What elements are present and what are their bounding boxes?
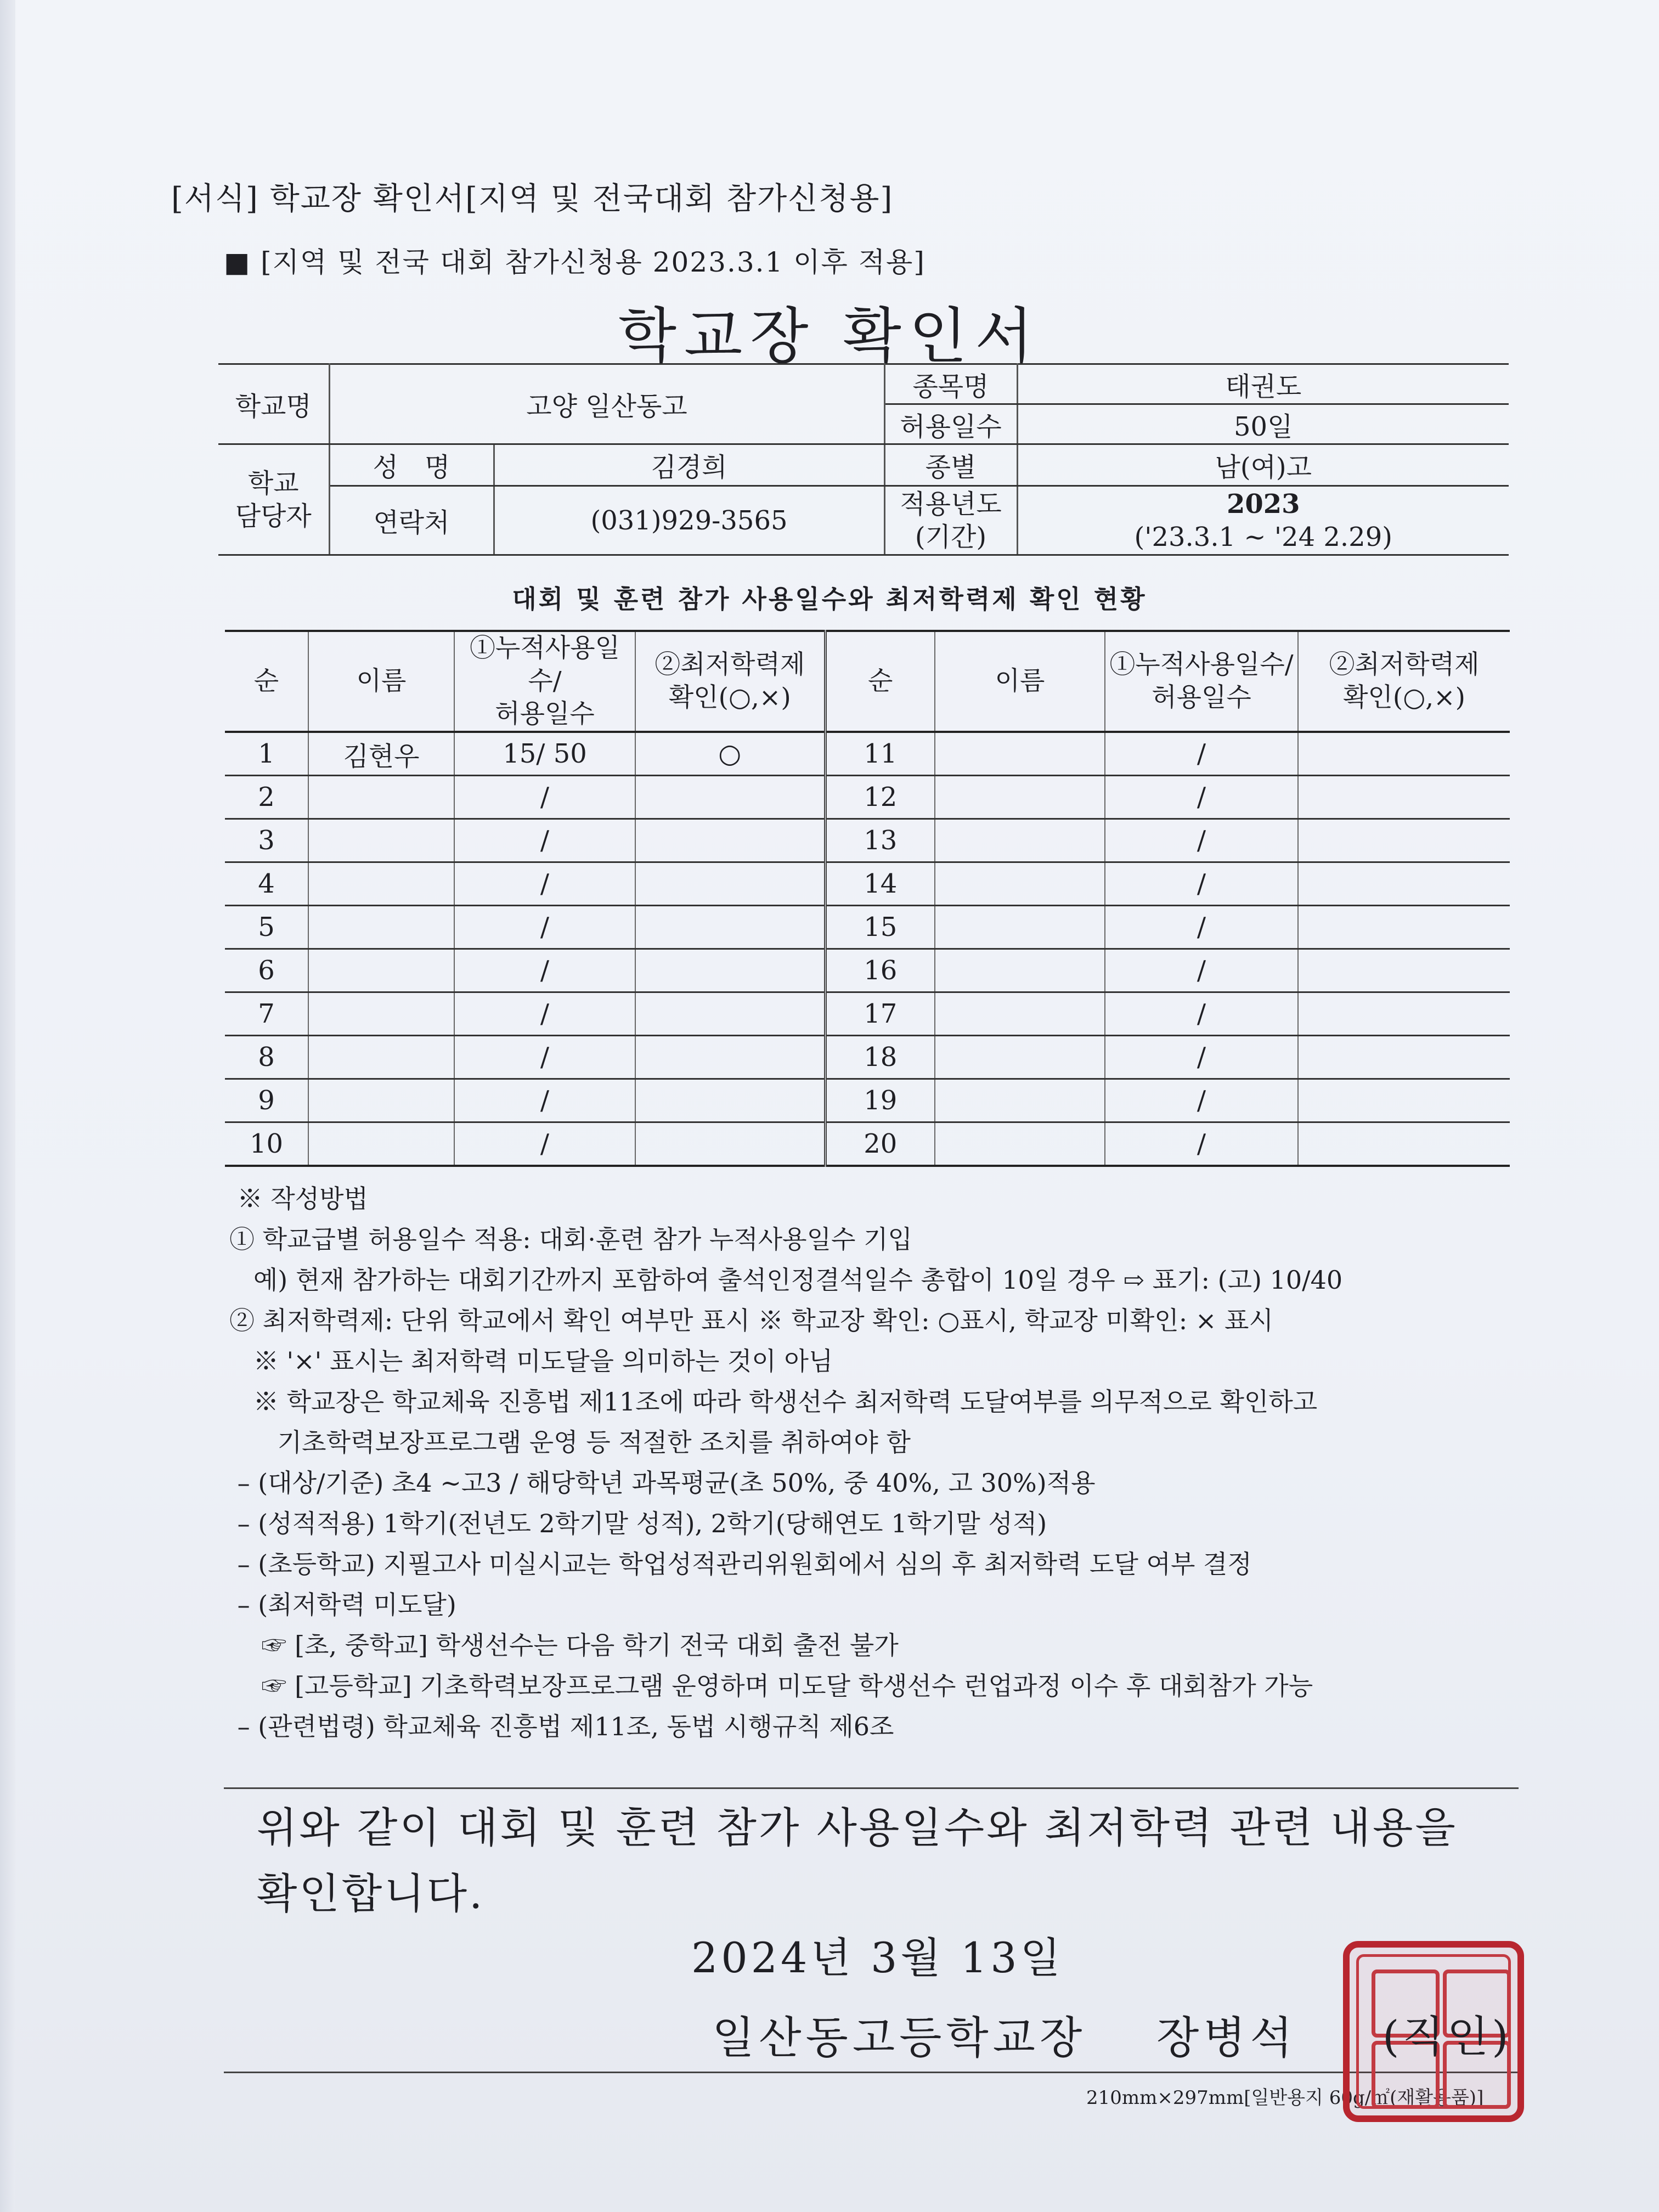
confirmation-text: 위와 같이 대회 및 훈련 참가 사용일수와 최저학력 관련 내용을 확인합니다.: [257, 1803, 1458, 1918]
student-name: 김현우: [308, 732, 454, 776]
col-no: 순: [825, 631, 935, 732]
contact-label: 연락처: [329, 486, 494, 555]
instruction-line: ☞ [고등학교] 기초학력보장프로그램 운영하며 미도달 학생선수 런업과정 이수 후 대회참가 가능: [229, 1671, 1313, 1701]
col-days: ①누적사용일수/ 허용일수: [1105, 631, 1298, 732]
school-name-label: 학교명: [218, 364, 329, 444]
col-days: ①누적사용일수/ 허용일수: [454, 631, 635, 732]
grade-check: [1298, 1036, 1510, 1079]
row-number: 10: [225, 1122, 308, 1166]
days-used: /: [1105, 819, 1298, 862]
allowed-days-value: 50일: [1017, 404, 1509, 444]
days-used: /: [1105, 1122, 1298, 1166]
days-used: /: [454, 949, 635, 992]
table-row: [225, 992, 1510, 1036]
event-value: 태권도: [1017, 364, 1509, 404]
row-number: 1: [225, 732, 308, 776]
days-used: /: [1105, 949, 1298, 992]
grade-check: [635, 906, 825, 949]
table-row: [225, 1079, 1510, 1122]
grade-check: ○: [635, 732, 825, 776]
grade-check: [635, 949, 825, 992]
student-name: [308, 992, 454, 1036]
period-label: 적용년도 (기간): [884, 486, 1017, 555]
seal-label: (직인): [1383, 2012, 1512, 2062]
student-name: [935, 732, 1105, 776]
row-number: 20: [825, 1122, 935, 1166]
grade-check: [635, 1036, 825, 1079]
instruction-line: ① 학교급별 허용일수 적용: 대회·훈련 참가 누적사용일수 기입: [229, 1224, 912, 1254]
days-used: /: [454, 776, 635, 819]
form-subtitle: ■ [지역 및 전국 대회 참가신청용 2023.3.1 이후 적용]: [224, 246, 926, 278]
table-row: [225, 776, 1510, 819]
instruction-line: ※ 학교장은 학교체육 진흥법 제11조에 따라 학생선수 최저학력 도달여부를 의무적으로 확인하고: [229, 1387, 1318, 1417]
row-number: 11: [825, 732, 935, 776]
form-label: [서식] 학교장 확인서[지역 및 전국대회 참가신청용]: [171, 181, 894, 217]
student-name: [308, 1122, 454, 1166]
grade-check: [635, 1079, 825, 1122]
school-name-value: 고양 일산동고: [329, 364, 884, 444]
table-row: [225, 1036, 1510, 1079]
grade-check: [635, 862, 825, 906]
col-name: 이름: [935, 631, 1105, 732]
period-value: [1017, 486, 1509, 555]
days-used: /: [454, 1036, 635, 1079]
row-number: 18: [825, 1036, 935, 1079]
student-name: [308, 1079, 454, 1122]
row-number: 3: [225, 819, 308, 862]
instruction-line: ② 최저학력제: 단위 학교에서 확인 여부만 표시 ※ 학교장 확인: ○표시, 학교장 미확인: × 표시: [229, 1306, 1273, 1335]
instruction-line: – (성적적용) 1학기(전년도 2학기말 성적), 2학기(당해연도 1학기말 성적): [229, 1509, 1047, 1538]
table-row: [225, 819, 1510, 862]
roster-heading: 대회 및 훈련 참가 사용일수와 최저학력제 확인 현황: [512, 584, 1147, 614]
grade-check: [635, 992, 825, 1036]
col-check: ②최저학력제 확인(○,×): [635, 631, 825, 732]
days-used: /: [454, 906, 635, 949]
row-number: 15: [825, 906, 935, 949]
days-used: /: [1105, 776, 1298, 819]
days-used: /: [1105, 1079, 1298, 1122]
issue-date: 2024년 3월 13일: [691, 1933, 1064, 1982]
col-check: ②최저학력제 확인(○,×): [1298, 631, 1510, 732]
principal-name: 장병석: [1156, 2012, 1297, 2063]
student-name: [935, 1079, 1105, 1122]
row-number: 13: [825, 819, 935, 862]
grade-check: [1298, 776, 1510, 819]
writing-instructions: [229, 1178, 1342, 1747]
days-used: /: [454, 992, 635, 1036]
manager-label: 학교 담당자: [218, 444, 329, 555]
table-row: [225, 906, 1510, 949]
instruction-line: 기초학력보장프로그램 운영 등 적절한 조치를 취하여야 함: [229, 1427, 911, 1457]
days-used: /: [1105, 862, 1298, 906]
days-used: /: [454, 1079, 635, 1122]
student-name: [935, 819, 1105, 862]
table-row: [225, 862, 1510, 906]
grade-check: [635, 819, 825, 862]
roster-table: [225, 630, 1510, 1167]
event-label: 종목명: [884, 364, 1017, 404]
row-number: 4: [225, 862, 308, 906]
row-number: 14: [825, 862, 935, 906]
instruction-line: – (최저학력 미도달): [229, 1590, 456, 1620]
divider: [224, 2072, 1519, 2073]
row-number: 7: [225, 992, 308, 1036]
row-number: 17: [825, 992, 935, 1036]
instruction-line: ※ 작성방법: [229, 1184, 368, 1214]
row-number: 6: [225, 949, 308, 992]
gender-label: 종별: [884, 444, 1017, 486]
manager-name-value: 김경희: [494, 444, 884, 486]
days-used: /: [454, 819, 635, 862]
student-name: [935, 1122, 1105, 1166]
document-title: 학교장 확인서: [618, 301, 1041, 371]
days-used: /: [454, 862, 635, 906]
divider: [224, 1787, 1519, 1789]
school-info-table: [218, 363, 1509, 556]
days-used: /: [454, 1122, 635, 1166]
grade-check: [1298, 992, 1510, 1036]
gender-value: 남(여)고: [1017, 444, 1509, 486]
row-number: 5: [225, 906, 308, 949]
row-number: 9: [225, 1079, 308, 1122]
table-row: [225, 732, 1510, 776]
grade-check: [1298, 819, 1510, 862]
student-name: [935, 906, 1105, 949]
row-number: 8: [225, 1036, 308, 1079]
student-name: [935, 1036, 1105, 1079]
instruction-line: ☞ [초, 중학교] 학생선수는 다음 학기 전국 대회 출전 불가: [229, 1630, 899, 1660]
days-used: /: [1105, 906, 1298, 949]
allowed-days-label: 허용일수: [884, 404, 1017, 444]
grade-check: [635, 776, 825, 819]
instruction-line: ※ '×' 표시는 최저학력 미도달을 의미하는 것이 아님: [229, 1346, 833, 1376]
student-name: [308, 1036, 454, 1079]
principal-title: 일산동고등학교장: [712, 2012, 1087, 2063]
row-number: 12: [825, 776, 935, 819]
row-number: 16: [825, 949, 935, 992]
student-name: [308, 862, 454, 906]
instruction-line: – (초등학교) 지필고사 미실시교는 학업성적관리위원회에서 심의 후 최저학력 도달 여부 결정: [229, 1549, 1252, 1579]
instruction-line: – (관련법령) 학교체육 진흥법 제11조, 동법 시행규칙 제6조: [229, 1712, 894, 1741]
table-row: [225, 949, 1510, 992]
student-name: [308, 819, 454, 862]
student-name: [935, 776, 1105, 819]
grade-check: [635, 1122, 825, 1166]
grade-check: [1298, 732, 1510, 776]
days-used: /: [1105, 732, 1298, 776]
col-name: 이름: [308, 631, 454, 732]
days-used: 15/ 50: [454, 732, 635, 776]
col-no: 순: [225, 631, 308, 732]
days-used: /: [1105, 992, 1298, 1036]
table-row: [225, 1122, 1510, 1166]
grade-check: [1298, 906, 1510, 949]
contact-value: (031)929-3565: [494, 486, 884, 555]
grade-check: [1298, 949, 1510, 992]
row-number: 19: [825, 1079, 935, 1122]
student-name: [935, 992, 1105, 1036]
grade-check: [1298, 862, 1510, 906]
student-name: [308, 906, 454, 949]
period-range: ('23.3.1 ~ '24 2.29): [1134, 521, 1392, 552]
instruction-line: 예) 현재 참가하는 대회기간까지 포함하여 출석인정결석일수 총합이 10일 경우 ⇨ 표기: (고) 10/40: [229, 1265, 1343, 1295]
instruction-line: – (대상/기준) 초4 ~고3 / 해당학년 과목평균(초 50%, 중 40%, 고 30%)적용: [229, 1468, 1096, 1498]
student-name: [308, 949, 454, 992]
student-name: [308, 776, 454, 819]
days-used: /: [1105, 1036, 1298, 1079]
paper-spec-footnote: 210mm×297mm[일반용지 60g/㎡(재활용품)]: [1086, 2087, 1484, 2109]
period-year: 2023: [1226, 488, 1300, 520]
grade-check: [1298, 1079, 1510, 1122]
manager-name-label: 성 명: [329, 444, 494, 486]
student-name: [935, 949, 1105, 992]
grade-check: [1298, 1122, 1510, 1166]
student-name: [935, 862, 1105, 906]
row-number: 2: [225, 776, 308, 819]
